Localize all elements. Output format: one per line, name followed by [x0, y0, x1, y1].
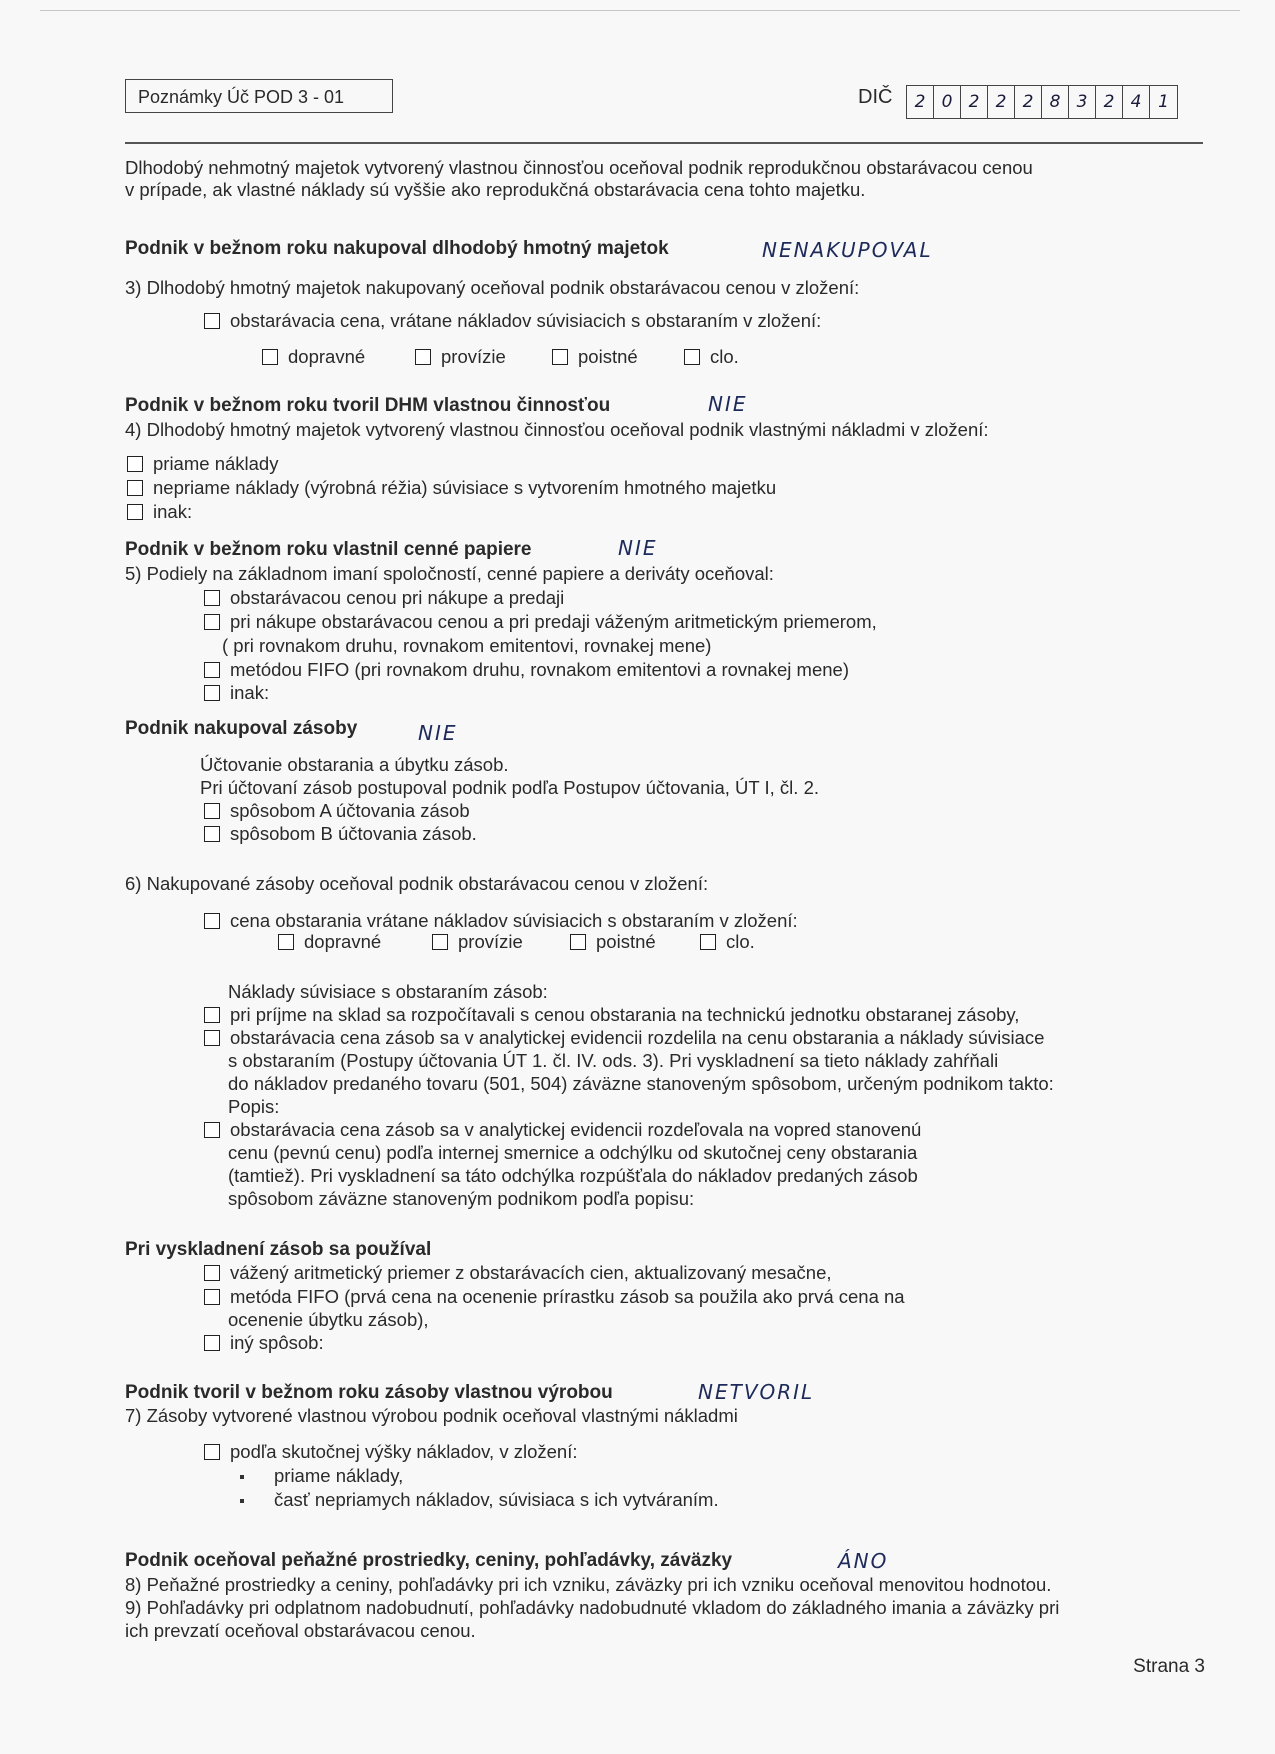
checkbox-fifo[interactable]: [204, 1289, 220, 1305]
zasoby-line: Účtovanie obstarania a úbytku zásob.: [200, 754, 509, 775]
dic-digit: 2: [961, 86, 988, 118]
dic-digit: 4: [1123, 86, 1150, 118]
zasoby-heading: Podnik nakupoval zásoby: [125, 718, 358, 739]
intro-line: Dlhodobý nehmotný majetok vytvorený vlastnou činnosťou oceňoval podnik reprodukčnou obstarávacou cenou: [125, 157, 1033, 178]
section-4-heading: Podnik v bežnom roku tvoril DHM vlastnou činnosťou: [125, 395, 611, 416]
checkbox-provizie[interactable]: [432, 934, 448, 950]
checkbox-dopravne[interactable]: [278, 934, 294, 950]
section-9-line: ich prevzatí oceňoval obstarávacou cenou.: [125, 1620, 476, 1641]
section-3-answer: NENAKUPOVAL: [762, 238, 933, 262]
checkbox-label: spôsobom B účtovania zásob.: [230, 823, 477, 844]
checkbox-fifo[interactable]: [204, 662, 220, 678]
checkbox-label: pri príjme na sklad sa rozpočítavali s cenou obstarania na technickú jednotku obstaranej zásoby,: [230, 1004, 1020, 1025]
checkbox-poistne[interactable]: [552, 349, 568, 365]
checkbox-label: poistné: [578, 346, 638, 367]
checkbox-label-cont: ( pri rovnakom druhu, rovnakom emitentovi, rovnakej mene): [222, 635, 712, 656]
checkbox-label: obstarávacia cena zásob sa v analytickej evidencii rozdeľovala na vopred stanovenú: [230, 1119, 922, 1140]
dic-field[interactable]: [906, 85, 1178, 119]
bullet: [240, 1499, 244, 1503]
section-5-heading: Podnik v bežnom roku vlastnil cenné papiere: [125, 539, 532, 560]
checkbox-pevna-cena[interactable]: [204, 1122, 220, 1138]
checkbox-label: poistné: [596, 931, 656, 952]
checkbox-label: obstarávacia cena, vrátane nákladov súvisiacich s obstaraním v zložení:: [230, 310, 822, 331]
checkbox-label: dopravné: [304, 931, 382, 952]
checkbox-poistne[interactable]: [570, 934, 586, 950]
checkbox-inak[interactable]: [204, 685, 220, 701]
checkbox-label-cont: spôsobom záväzne stanoveným podnikom podľa popisu:: [228, 1188, 695, 1209]
checkbox-label-cont: (tamtiež). Pri vyskladnení sa táto odchýlka rozpúšťala do nákladov predaných zásob: [228, 1165, 918, 1186]
checkbox-label: clo.: [710, 346, 739, 367]
checkbox-label-cont: Popis:: [228, 1096, 280, 1117]
vysklad-heading: Pri vyskladnení zásob sa používal: [125, 1239, 432, 1260]
checkbox-label: spôsobom A účtovania zásob: [230, 800, 470, 821]
checkbox-skutocna-vyska[interactable]: [204, 1444, 220, 1460]
zasoby-line: Pri účtovaní zásob postupoval podnik podľa Postupov účtovania, ÚT I, čl. 2.: [200, 777, 820, 798]
dic-label: DIČ: [858, 86, 893, 108]
checkbox-label: cena obstarania vrátane nákladov súvisiacich s obstaraním v zložení:: [230, 910, 798, 931]
checkbox-label-cont: cenu (pevnú cenu) podľa internej smernice a odchýlku od skutočnej ceny obstarania: [228, 1142, 918, 1163]
dic-digit: 2: [1096, 86, 1123, 118]
bullet: [240, 1475, 244, 1479]
checkbox-inak[interactable]: [127, 504, 143, 520]
naklady-heading: Náklady súvisiace s obstaraním zásob:: [228, 981, 548, 1002]
section-3-heading: Podnik v bežnom roku nakupoval dlhodobý hmotný majetok: [125, 238, 669, 259]
checkbox-label: provízie: [441, 346, 506, 367]
checkbox-label: iný spôsob:: [230, 1332, 324, 1353]
checkbox-rozdelila[interactable]: [204, 1030, 220, 1046]
checkbox-clo[interactable]: [684, 349, 700, 365]
section-4-question: 4) Dlhodobý hmotný majetok vytvorený vlastnou činnosťou oceňoval podnik vlastnými nákladmi v zložení:: [125, 419, 989, 440]
section-9-line: 9) Pohľadávky pri odplatnom nadobudnutí, pohľadávky nadobudnuté vkladom do základného imania a záväzky pri: [125, 1597, 1060, 1618]
section-4-answer: NIE: [708, 392, 748, 416]
page-number: Strana 3: [1133, 1656, 1205, 1677]
checkbox-sposob-b[interactable]: [204, 826, 220, 842]
top-rule: [40, 10, 1240, 11]
checkbox-label-cont: do nákladov predaného tovaru (501, 504) záväzne stanoveným spôsobom, určeným podnikom takto:: [228, 1073, 1054, 1094]
checkbox-rozpocitavali[interactable]: [204, 1007, 220, 1023]
checkbox-label: inak:: [230, 682, 270, 703]
checkbox-label: obstarávacou cenou pri nákupe a predaji: [230, 587, 565, 608]
bullet-text: priame náklady,: [274, 1465, 404, 1486]
checkbox-vazeny-priemer[interactable]: [204, 1265, 220, 1281]
section-3-question: 3) Dlhodobý hmotný majetok nakupovaný oceňoval podnik obstarávacou cenou v zložení:: [125, 277, 860, 298]
checkbox-label: podľa skutočnej výšky nákladov, v zložení:: [230, 1441, 578, 1462]
checkbox-cena-obstarania[interactable]: [204, 913, 220, 929]
dic-digit: 3: [1069, 86, 1096, 118]
checkbox-dopravne[interactable]: [262, 349, 278, 365]
section-7-question: 7) Zásoby vytvorené vlastnou výrobou podnik oceňoval vlastnými nákladmi: [125, 1405, 738, 1426]
header-rule: [125, 142, 1203, 144]
section-8-answer: ÁNO: [838, 1549, 889, 1573]
dic-digit: 0: [934, 86, 961, 118]
dic-digit: 1: [1158, 92, 1169, 112]
intro-line: v prípade, ak vlastné náklady sú vyššie ako reprodukčná obstarávacia cena tohto majetku.: [125, 179, 866, 200]
section-5-question: 5) Podiely na základnom imaní spoločností, cenné papiere a deriváty oceňoval:: [125, 563, 774, 584]
checkbox-iny-sposob[interactable]: [204, 1335, 220, 1351]
checkbox-label: clo.: [726, 931, 755, 952]
dic-digit: 8: [1042, 86, 1069, 118]
checkbox-nepriame-naklady[interactable]: [127, 480, 143, 496]
checkbox-provizie[interactable]: [415, 349, 431, 365]
checkbox-sposob-a[interactable]: [204, 803, 220, 819]
checkbox-label-cont: ocenenie úbytku zásob),: [228, 1309, 429, 1330]
checkbox-clo[interactable]: [700, 934, 716, 950]
checkbox-obstaravacia-cena[interactable]: [204, 313, 220, 329]
dic-digit: 2: [1015, 86, 1042, 118]
dic-digit: 2: [907, 86, 934, 118]
section-8-line: 8) Peňažné prostriedky a ceniny, pohľadávky pri ich vzniku, záväzky pri ich vzniku oceňoval menovitou hodnotou.: [125, 1574, 1052, 1595]
section-7-answer: NETVORIL: [698, 1380, 815, 1404]
checkbox-label: metóda FIFO (prvá cena na ocenenie prírastku zásob sa použila ako prvá cena na: [230, 1286, 905, 1307]
checkbox-obstaravacou-cenou[interactable]: [204, 590, 220, 606]
checkbox-label: priame náklady: [153, 453, 279, 474]
checkbox-label: obstarávacia cena zásob sa v analytickej evidencii rozdelila na cenu obstarania a náklady súvisiace: [230, 1027, 1045, 1048]
checkbox-label: inak:: [153, 501, 193, 522]
zasoby-answer: NIE: [418, 721, 458, 745]
checkbox-label-cont: s obstaraním (Postupy účtovania ÚT 1. čl. IV. ods. 3). Pri vyskladnení sa tieto náklady zahŕňali: [228, 1050, 999, 1071]
dic-digit: 2: [988, 86, 1015, 118]
section-7-heading: Podnik tvoril v bežnom roku zásoby vlastnou výrobou: [125, 1382, 613, 1403]
checkbox-label: nepriame náklady (výrobná réžia) súvisiace s vytvorením hmotného majetku: [153, 477, 777, 498]
checkbox-priame-naklady[interactable]: [127, 456, 143, 472]
form-title: Poznámky Úč POD 3 - 01: [125, 79, 393, 113]
checkbox-label: metódou FIFO (pri rovnakom druhu, rovnakom emitentovi a rovnakej mene): [230, 659, 849, 680]
section-5-answer: NIE: [618, 536, 658, 560]
checkbox-label: dopravné: [288, 346, 366, 367]
bullet-text: časť nepriamych nákladov, súvisiaca s ich vytváraním.: [274, 1489, 719, 1510]
section-8-heading: Podnik oceňoval peňažné prostriedky, ceniny, pohľadávky, záväzky: [125, 1550, 733, 1571]
checkbox-label: vážený aritmetický priemer z obstarávacích cien, aktualizovaný mesačne,: [230, 1262, 832, 1283]
checkbox-label: pri nákupe obstarávacou cenou a pri predaji váženým aritmetickým priemerom,: [230, 611, 877, 632]
checkbox-label: provízie: [458, 931, 523, 952]
checkbox-vazeny-priemer[interactable]: [204, 614, 220, 630]
section-6-question: 6) Nakupované zásoby oceňoval podnik obstarávacou cenou v zložení:: [125, 873, 709, 894]
